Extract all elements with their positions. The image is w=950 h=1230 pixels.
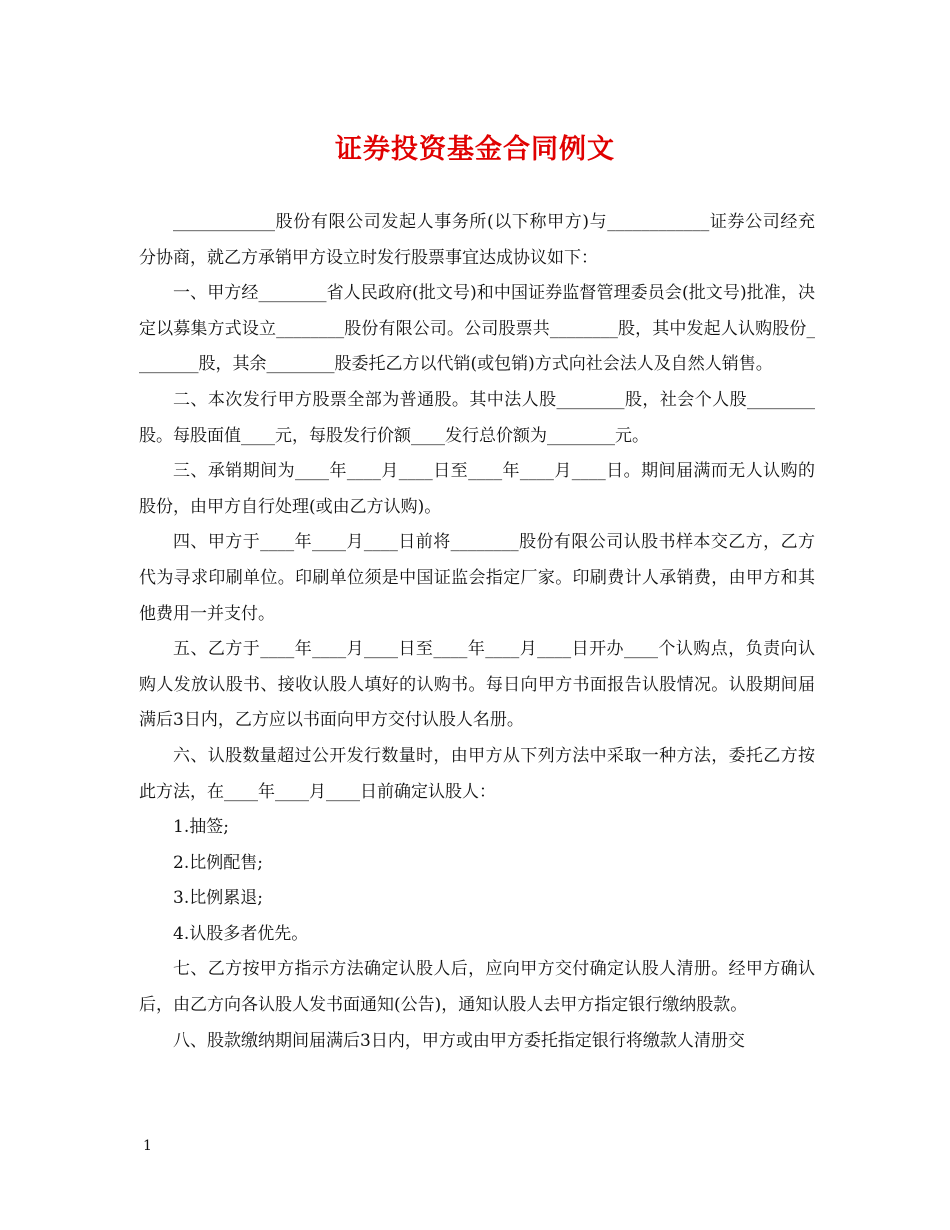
paragraph-clause-5: 五、乙方于____年____月____日至____年____月____日开办____个认购点，负责向认购人发放认股书、接收认股人填好的认购书。每日向甲方书面报告认股情况。认股期间届满后3日内，乙方应以书面向甲方交付认股人名册。 [139, 639, 815, 731]
list-item-method-1: 1.抽签; [173, 817, 229, 838]
paragraph-clause-2: 二、本次发行甲方股票全部为普通股。其中法人股________股，社会个人股________股。每股面值____元，每股发行价额____发行总价额为________元。 [139, 389, 815, 446]
list-item-method-2: 2.比例配售; [173, 852, 263, 873]
list-item-method-3: 3.比例累退; [173, 888, 263, 909]
paragraph-clause-7: 七、乙方按甲方指示方法确定认股人后，应向甲方交付确定认股人清册。经甲方确认后，由乙方向各认股人发书面通知(公告)，通知认股人去甲方指定银行缴纳股款。 [139, 959, 815, 1016]
document-body [139, 205, 815, 1059]
paragraph-clause-6: 六、认股数量超过公开发行数量时，由甲方从下列方法中采取一种方法，委托乙方按此方法，在____年____月____日前确定认股人： [139, 745, 815, 802]
paragraph-clause-4: 四、甲方于____年____月____日前将________股份有限公司认股书样本交乙方，乙方代为寻求印刷单位。印刷单位须是中国证监会指定厂家。印刷费计人承销费，由甲方和其他费用一并支付。 [139, 532, 815, 624]
document-title: 证券投资基金合同例文 [335, 134, 615, 165]
list-item-method-4: 4.认股多者优先。 [173, 923, 309, 944]
paragraph-clause-1: 一、甲方经________省人民政府(批文号)和中国证券监督管理委员会(批文号)批准，决定以募集方式设立________股份有限公司。公司股票共________股，其中发起人认购股份________股，其余________股委托乙方以代销(或包销)方式向社会法人及自然人销售。 [139, 283, 815, 375]
paragraph-intro: ____________股份有限公司发起人事务所(以下称甲方)与____________证券公司经充分协商，就乙方承销甲方设立时发行股票事宜达成协议如下： [139, 212, 815, 268]
paragraph-clause-3: 三、承销期间为____年____月____日至____年____月____日。期间届满而无人认购的股份，由甲方自行处理(或由乙方认购)。 [139, 461, 815, 517]
paragraph-clause-8: 八、股款缴纳期间届满后3日内，甲方或由甲方委托指定银行将缴款人清册交 [173, 1030, 745, 1051]
page-number: 1 [143, 1138, 152, 1154]
